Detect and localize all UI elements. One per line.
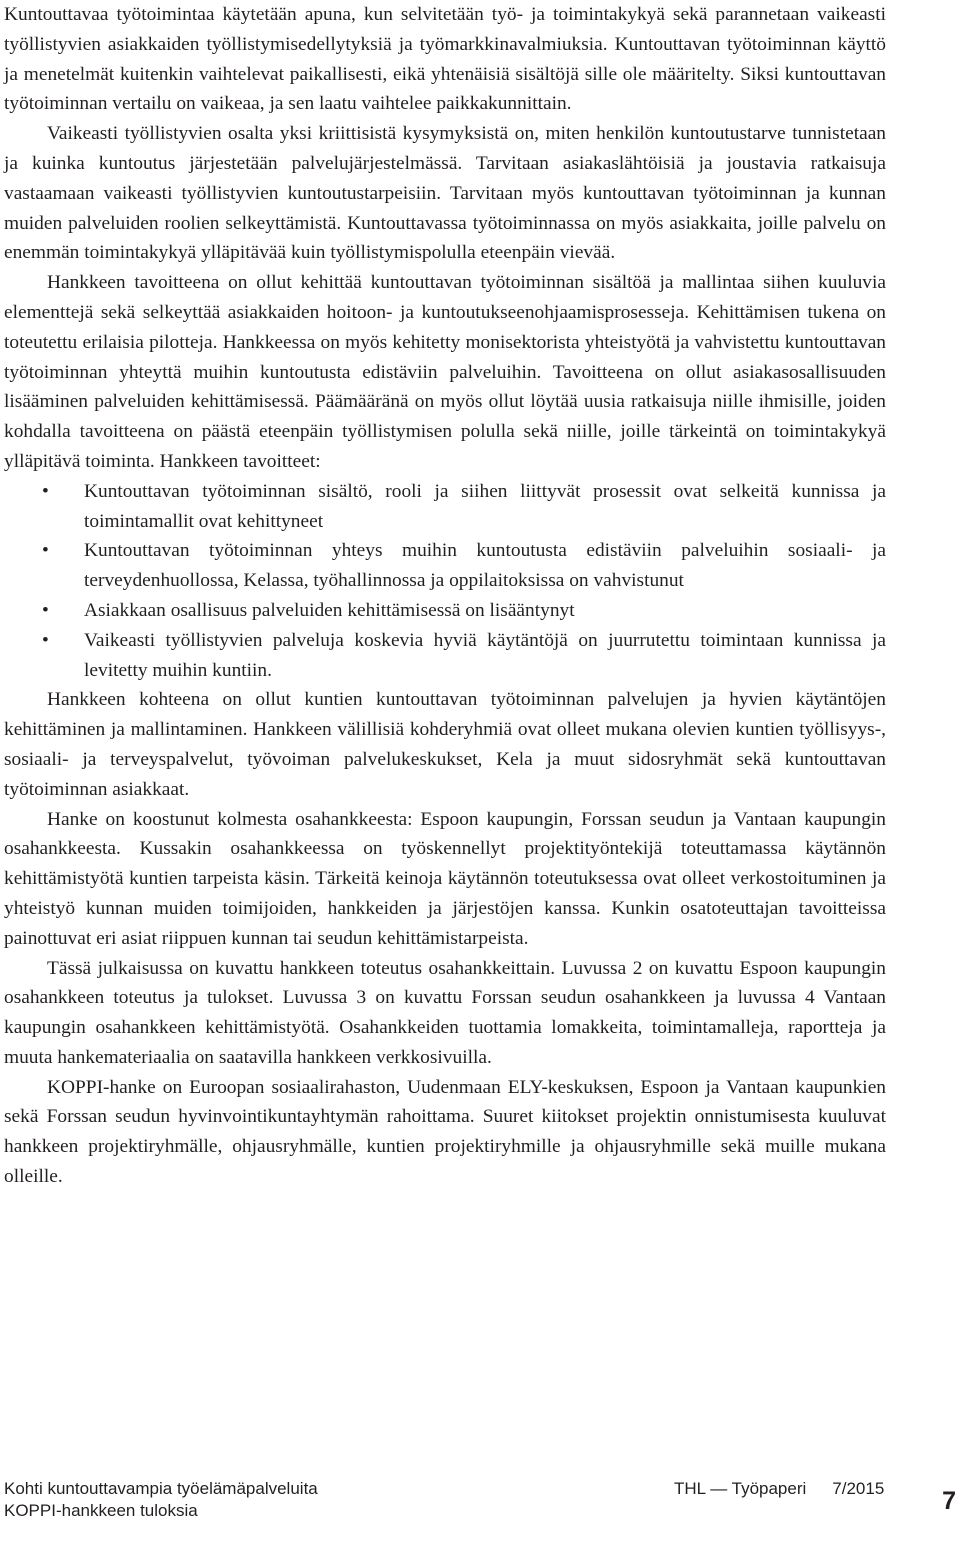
footer-series-name: THL — Työpaperi (674, 1479, 807, 1498)
list-item (4, 536, 886, 596)
list-item (4, 626, 886, 686)
footer-issue: 7/2015 (832, 1479, 885, 1498)
bullet-icon: • (42, 540, 49, 562)
body-text (4, 0, 886, 1192)
goal-text: Kuntouttavan työtoiminnan sisältö, rooli ja siihen liittyvät prosessit ovat selkeitä kunnissa ja toimintamallit ovat kehittyneet (84, 480, 886, 532)
paragraph-challenges: Vaikeasti työllistyvien osalta yksi kriittisistä kysymyksistä on, miten henkilön kuntoutustarve tunnistetaan ja kuinka kuntoutus järjestetään palvelujärjestelmässä. Tarvitaan asiakaslähtöisiä ja joustavia ratkaisuja vastaamaan vaikeasti työllistyvien kuntoutustarpeisiin. Tarvitaan myös kuntouttavan työtoiminnan ja kunnan muiden palveluiden roolien selkeyttämistä. Kuntouttavassa työtoiminnassa on myös asiakkaita, joille palvelu on enemmän toimintakykyä ylläpitävää kuin työllistymispolulla eteenpäin vievää. (4, 123, 886, 264)
paragraph-goals-intro: Hankkeen tavoitteena on ollut kehittää kuntouttavan työtoiminnan sisältöä ja mallintaa siihen kuuluvia elementtejä sekä selkeyttää asiakkaiden hoitoon- ja kuntoutukseenohjaamisprosesseja. Kehittämisen tukena on toteutettu erilaisia pilotteja. Hankkeessa on myös kehitetty monisektorista yhteistyötä ja vahvistettu kuntouttavan työtoiminnan yhteyttä muihin kuntoutusta edistäviin palveluihin. Tavoitteena on ollut asiakasosallisuuden lisääminen palveluiden kehittämisessä. Päämääränä on myös ollut löytää uusia ratkaisuja niille ihmisille, joiden kohdalla tavoitteena on päästä eteenpäin työllistymisen polulla sekä niille, joille tärkeintä on toimintakykyä ylläpitävä toiminta. Hankkeen tavoitteet: (4, 272, 886, 472)
footer-series (674, 1478, 884, 1500)
paragraph-subprojects: Hanke on koostunut kolmesta osahankkeesta: Espoon kaupungin, Forssan seudun ja Vantaan kaupungin osahankkeesta. Kussakin osahankkeessa on työskennellyt projektityöntekijä toteuttamassa käytännön kehittämistyötä kuntien tarpeista käsin. Tärkeitä keinoja käytännön toteutuksessa ovat olleet verkostoituminen ja yhteistyö kunnan muiden toimijoiden, hankkeiden ja järjestöjen kanssa. Kunkin osatoteuttajan tavoitteissa painottuvat eri asiat riippuen kunnan tai seudun kehittämistarpeista. (4, 808, 886, 949)
footer-subtitle-line: KOPPI-hankkeen tuloksia (4, 1501, 198, 1520)
bullet-icon: • (42, 599, 49, 621)
paragraph-target: Hankkeen kohteena on ollut kuntien kuntouttavan työtoiminnan palvelujen ja hyvien käytäntöjen kehittäminen ja mallintaminen. Hankkeen välillisiä kohderyhmiä ovat olleet mukana olevien kuntien työllisyys-, sosiaali- ja terveyspalvelut, työvoiman palvelukeskukset, Kela ja muut sidosryhmät sekä kuntouttavan työtoiminnan asiakkaat. (4, 689, 886, 800)
bullet-icon: • (42, 629, 49, 651)
goal-text: Asiakkaan osallisuus palveluiden kehittämisessä on lisääntynyt (84, 599, 575, 621)
goal-text: Kuntouttavan työtoiminnan yhteys muihin kuntoutusta edistäviin palveluihin sosiaali- ja terveydenhuollossa, Kelassa, työhallinnossa ja oppilaitoksissa on vahvistunut (84, 540, 886, 592)
footer-publication-title (4, 1478, 464, 1522)
paragraph-funding: KOPPI-hanke on Euroopan sosiaalirahaston, Uudenmaan ELY-keskuksen, Espoon ja Vantaan kaupunkien sekä Forssan seudun hyvinvointikuntayhtymän rahoittama. Suuret kiitokset projektin onnistumisesta kuuluvat hankkeen projektiryhmälle, ohjausryhmälle, kuntien projektiryhmille ja ohjausryhmille sekä muille mukana olleille. (4, 1076, 886, 1188)
page-number: 7 (942, 1487, 956, 1515)
paragraph-intro: Kuntouttavaa työtoimintaa käytetään apuna, kun selvitetään työ- ja toimintakykyä sekä parannetaan vaikeasti työllistyvien asiakkaiden työllistymisedellytyksiä ja työmarkkinavalmiuksia. Kuntouttavan työtoiminnan käyttö ja menetelmät kuitenkin vaihtelevat paikallisesti, eikä yhtenäisiä sisältöjä sille ole määritelty. Siksi kuntouttavan työtoiminnan vertailu on vaikeaa, ja sen laatu vaihtelee paikkakunnittain. (4, 4, 886, 115)
bullet-icon: • (42, 480, 49, 502)
goal-text: Vaikeasti työllistyvien palveluja koskevia hyviä käytäntöjä on juurrutettu toimintaan kunnissa ja levitetty muihin kuntiin. (84, 629, 886, 681)
list-item (4, 596, 886, 626)
paragraph-publication: Tässä julkaisussa on kuvattu hankkeen toteutus osahankkeittain. Luvussa 2 on kuvattu Espoon kaupungin osahankkeen toteutus ja tulokset. Luvussa 3 on kuvattu Forssan seudun osahankkeen ja luvussa 4 Vantaan kaupungin osahankkeen kehittämistyötä. Osahankkeiden tuottamia lomakkeita, toimintamalleja, raportteja ja muuta hankemateriaalia on saatavilla hankkeen verkkosivuilla. (4, 957, 886, 1068)
footer-title-line: Kohti kuntouttavampia työelämäpalveluita (4, 1479, 318, 1498)
list-item (4, 477, 886, 537)
goals-list (4, 477, 886, 686)
